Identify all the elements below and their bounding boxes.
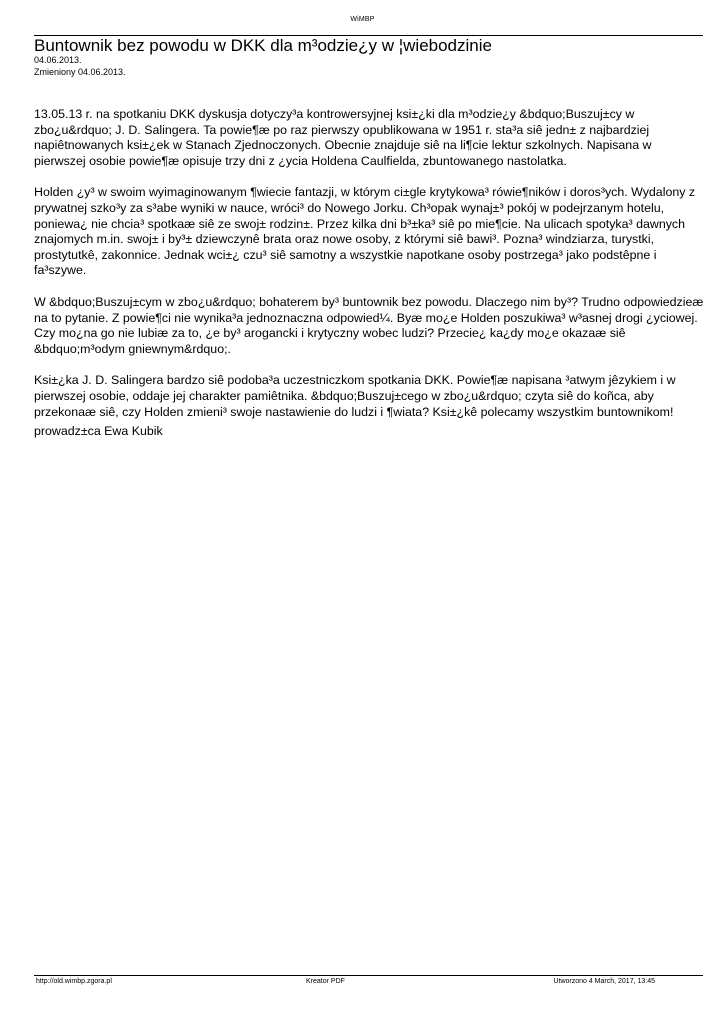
footer-divider — [34, 975, 703, 976]
article-date: 04.06.2013. — [34, 55, 82, 65]
article-paragraph: Holden ¿y³ w swoim wyimaginowanym ¶wiecie fantazji, w którym ci±gle krytykowa³ rówie¶ników i doros³ych. Wydalony z prywatnej szko³y za s³abe wyniki w nauce, wróci³ do Nowego Jorku. Ch³opak wynaj±³ pokój w podejrzanym hotelu, poniewa¿ nie chcia³ spotkaæ siê ze swoj± rodzin±. Przez kilka dni b³±ka³ siê po mie¶cie. Na ulicach spotyka³ dawnych znajomych m.in. swoj± i by³± dziewczynê brata oraz nowe osoby, z którymi siê bawi³. Pozna³ windziarza, turystki, prostytutkê, zakonnice. Jednak wci±¿ czu³ siê samotny a wszystkie napotkane osoby postrzega³ jako podstêpne i fa³szywe. — [34, 185, 696, 278]
article-paragraph: Ksi±¿ka J. D. Salingera bardzo siê podoba³a uczestniczkom spotkania DKK. Powie¶æ napisana ³atwym jêzykiem i w pierwszej osobie, oddaje jej charakter pamiêtnika. &bdquo;Buszuj±cego w zbo¿u&rdquo; czyta siê do koñca, aby przekonaæ siê, czy Holden zmieni³ swoje nastawienie do ludzi i ¶wiata? Ksi±¿kê polecamy wszystkim buntownikom! — [34, 373, 676, 419]
site-header-label: WiMBP — [350, 16, 375, 23]
article-modified-date: Zmieniony 04.06.2013. — [34, 67, 126, 77]
footer-url: http://old.wimbp.zgora.pl — [36, 978, 112, 985]
article-paragraph: W &bdquo;Buszuj±cym w zbo¿u&rdquo; bohaterem by³ buntownik bez powodu. Dlaczego nim by³? Trudno odpowiedzieæ na to pytanie. Z powie¶ci nie wynika³a jednoznaczna odpowied¼. Byæ mo¿e Holden poszukiwa³ w³asnej drogi ¿yciowej. Czy mo¿na go nie lubiæ za to, ¿e by³ arogancki i krytyczny wobec ludzi? Przecie¿ ka¿dy mo¿e okazaæ siê &bdquo;m³odym gniewnym&rdquo;. — [34, 294, 704, 356]
footer-generator: Kreator PDF — [306, 978, 345, 985]
footer-created-date: Utworzono 4 March, 2017, 13:45 — [553, 978, 655, 985]
article-signature: prowadz±ca Ewa Kubik — [34, 424, 163, 438]
article-paragraph: 13.05.13 r. na spotkaniu DKK dyskusja dotyczy³a kontrowersyjnej ksi±¿ki dla m³odzie¿y &bdquo;Buszuj±cy w zbo¿u&rdquo; J. D. Salingera. Ta powie¶æ po raz pierwszy opublikowana w 1951 r. sta³a siê jedn± z najbardziej napiêtnowanych ksi±¿ek w Stanach Zjednoczonych. Obecnie znajduje siê na li¶cie lektur szkolnych. Napisana w pierwszej osobie powie¶æ opisuje trzy dni z ¿ycia Holdena Caulfielda, zbuntowanego nastolatka. — [34, 107, 652, 168]
article-title: Buntownik bez powodu w DKK dla m³odzie¿y w ¦wiebodzinie — [34, 36, 492, 55]
article-body — [34, 107, 706, 436]
